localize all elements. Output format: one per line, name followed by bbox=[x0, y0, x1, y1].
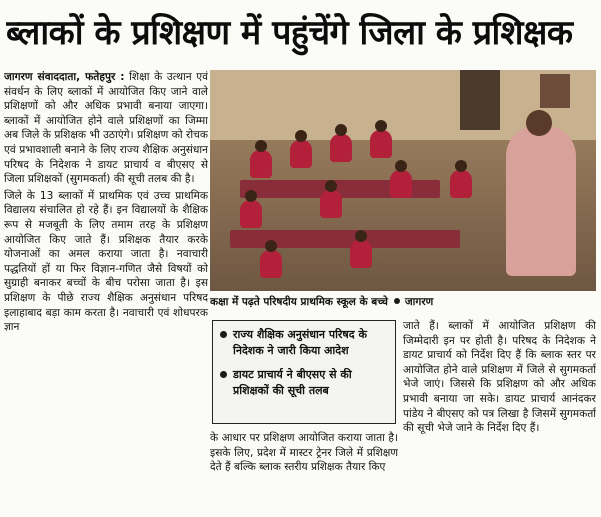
photo-window bbox=[540, 74, 570, 108]
bullet-icon bbox=[220, 371, 227, 378]
highlights-box bbox=[212, 320, 396, 424]
photo-child bbox=[370, 130, 392, 158]
photo-child bbox=[320, 190, 342, 218]
column2-text: के आधार पर प्रशिक्षण आयोजित कराया जाता है। इसके लिए, प्रदेश में मास्टर ट्रेनर जिले में प्रशिक्षण देते हैं बल्कि ब्लाक स्तरीय प्रशिक्षक तैयार किए bbox=[210, 432, 398, 474]
photo-child bbox=[290, 140, 312, 168]
column3-text: जाते हैं। ब्लाकों में आयोजित प्रशिक्षण की जिम्मेदारी इन पर होती है। परिषद के निदेशक ने डायट प्राचार्य को निर्देश दिए हैं कि ब्लाक स्तर पर आयोजित होने वाले प्रशिक्षण में जिले से सुगमकर्ता भेजे जाएं। जिससे कि प्रशिक्षण को और अधिक प्रभावी बनाया जा सके। डायट प्राचार्य आनंदकर पांडेय ने बीएसए को पत्र लिखा है जिसमें सुगमकर्ता की सूची भेजे जाने के निर्देश दिए हैं। bbox=[403, 320, 596, 435]
photo-caption-text: कक्षा में पढ़ते परिषदीय प्राथमिक स्कूल के बच्चे bbox=[210, 296, 388, 308]
article-column-3 bbox=[403, 319, 596, 515]
photo-child bbox=[330, 134, 352, 162]
photo-caption bbox=[210, 294, 596, 310]
column1-paragraph-2: जिले के 13 ब्लाकों में प्राथमिक एवं उच्च प्राथमिक विद्यालय संचालित हो रहे हैं। इन विद्यालयों के शैक्षिक रूप से मजबूती के लिए तमाम तरह के प्रशिक्षण आयोजित किए जाते हैं। प्रशिक्षक तैयार करके योजनाओं का अमल कराया जाता है। नवाचारी पद्धतियों हों या फिर विज्ञान-गणित जैसे विषयों को सुग्राही बनाकर बच्चों के बीच परोसा जाता है। इस प्रशिक्षण के पीछे राज्य शैक्षिक अनुसंधान परिषद इलाहाबाद बड़ा काम करता है। नवाचारी एवं शोधपरक ज्ञान bbox=[4, 189, 208, 334]
highlight-item bbox=[219, 327, 389, 359]
photo-child bbox=[240, 200, 262, 228]
photo-child bbox=[250, 150, 272, 178]
highlight-text: डायट प्राचार्य ने बीएसए से की प्रशिक्षकों की सूची तलब bbox=[233, 368, 352, 397]
photo-child bbox=[260, 250, 282, 278]
column1-paragraph-1: शिक्षा के उत्थान एवं संवर्धन के लिए ब्लाकों में आयोजित किए जाने वाले प्रशिक्षणों को और अधिक प्रभावी बनाया जाएगा। ब्लाकों में आयोजित होने वाले प्रशिक्षणों का जिम्मा अब जिले के प्रशिक्षक भी उठाएंगे। प्रशिक्षण को रोचक एवं प्रभावशाली बनाने के लिए राज्य शैक्षिक अनुसंधान परिषद के निदेशक ने डायट प्राचार्य व बीएसए से जिला प्रशिक्षकों (सुगमकर्ता) की सूची तलब की है। bbox=[4, 71, 208, 186]
classroom-photo bbox=[210, 70, 596, 291]
caption-bullet-icon bbox=[394, 298, 400, 304]
photo-teacher bbox=[506, 126, 576, 276]
dateline: जागरण संवाददाता, फतेहपुर : bbox=[4, 71, 125, 83]
photo-child bbox=[450, 170, 472, 198]
photo-child bbox=[390, 170, 412, 198]
article-column-1 bbox=[4, 70, 208, 515]
bullet-icon bbox=[220, 331, 227, 338]
article-column-2 bbox=[210, 431, 398, 515]
photo-child bbox=[350, 240, 372, 268]
headline: ब्लाकों के प्रशिक्षण में पहुंचेंगे जिला के प्रशिक्षक bbox=[6, 13, 573, 53]
highlight-item bbox=[219, 367, 389, 399]
photo-door bbox=[460, 70, 500, 130]
photo-credit: जागरण bbox=[404, 296, 434, 308]
highlight-text: राज्य शैक्षिक अनुसंधान परिषद के निदेशक ने जारी किया आदेश bbox=[233, 328, 367, 357]
